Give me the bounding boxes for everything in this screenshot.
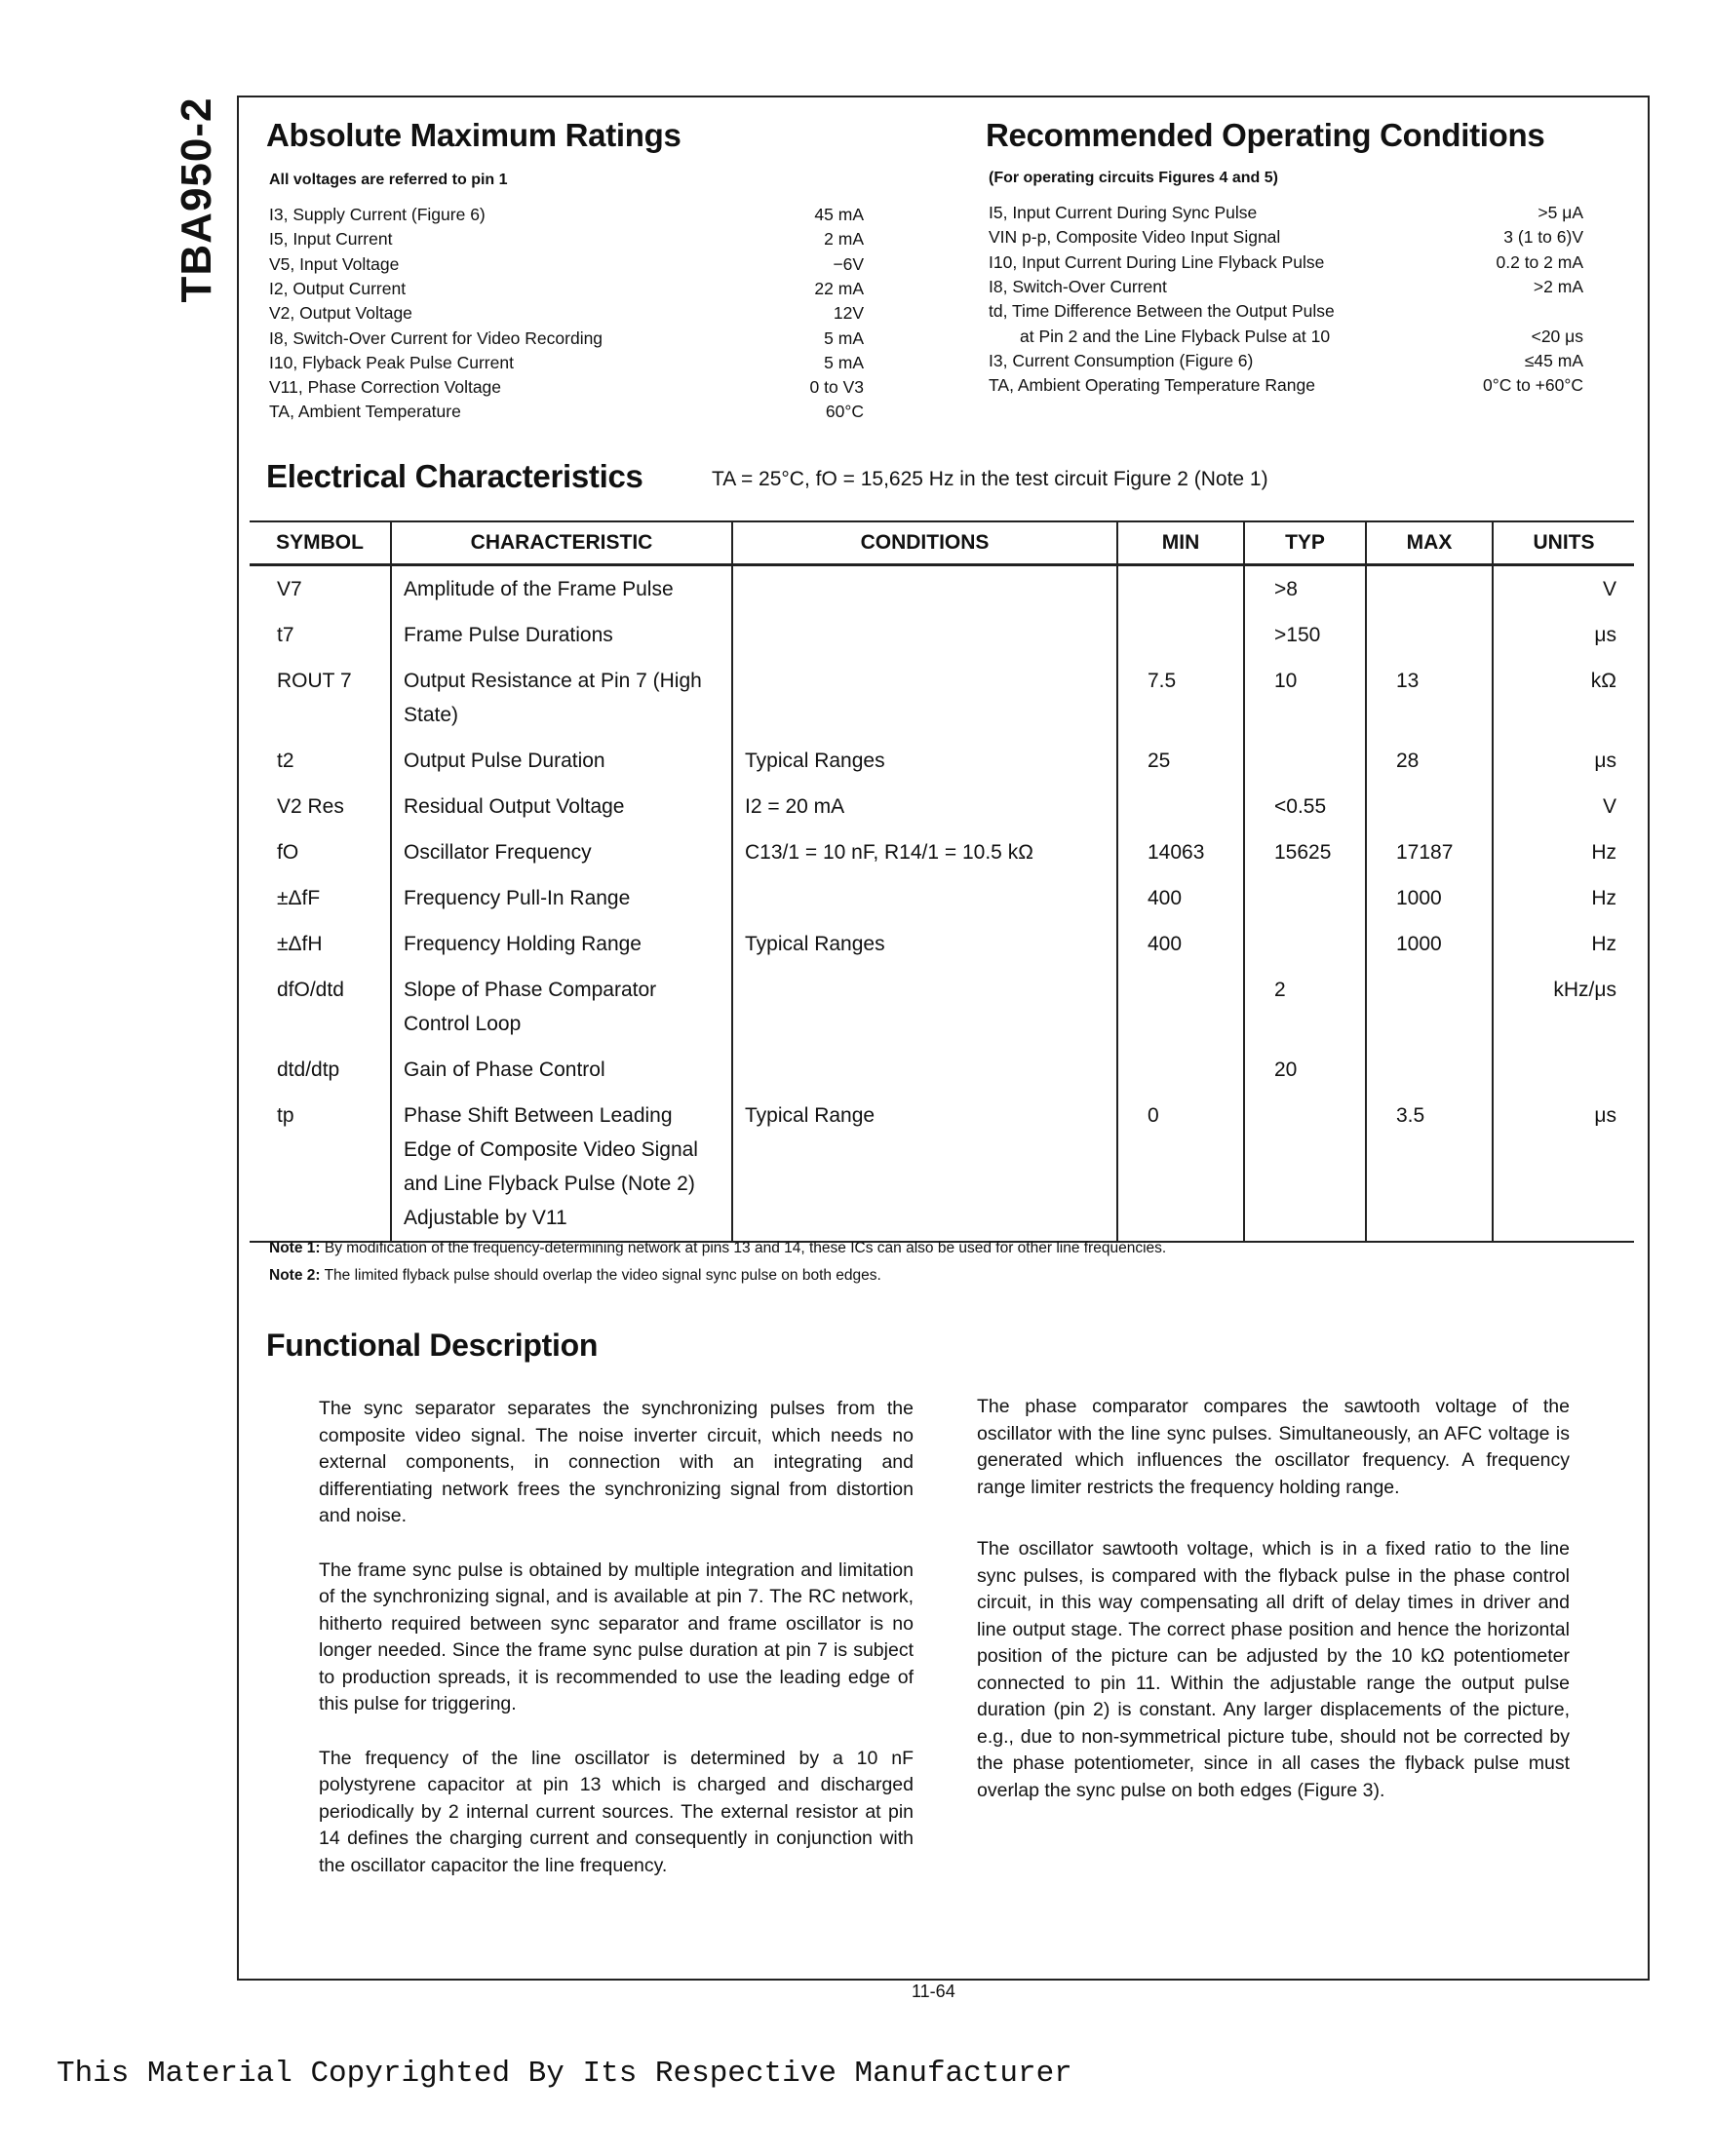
- header-characteristic: CHARACTERISTIC: [391, 521, 732, 565]
- roc-item: [989, 277, 1583, 297]
- copyright-footer: This Material Copyrighted By Its Respective Manufacturer: [57, 2057, 1072, 2091]
- header-min: MIN: [1117, 521, 1244, 565]
- cell-min: [1117, 784, 1244, 829]
- roc-item: [989, 327, 1583, 347]
- table-row: [250, 612, 1634, 658]
- roc-item-value: 3 (1 to 6)V: [1503, 227, 1583, 248]
- cell-characteristic: Frequency Pull-In Range: [391, 875, 732, 921]
- cell-min: 0: [1117, 1093, 1244, 1242]
- cell-symbol: dtd/dtp: [277, 1059, 340, 1081]
- amr-item-label: I2, Output Current: [269, 278, 407, 298]
- ec-title: Electrical Characteristics: [266, 458, 643, 494]
- cell-max: [1366, 784, 1493, 829]
- cell-max: [1366, 1047, 1493, 1093]
- cell-min: [1117, 1047, 1244, 1093]
- amr-item-label: I10, Flyback Peak Pulse Current: [269, 352, 514, 372]
- cell-conditions: Typical Ranges: [732, 738, 1117, 784]
- roc-item: [989, 252, 1583, 273]
- cell-typ: [1244, 1093, 1366, 1242]
- cell-max: 3.5: [1366, 1093, 1493, 1242]
- cell-min: 25: [1117, 738, 1244, 784]
- cell-max: 17187: [1366, 829, 1493, 875]
- ec-table: [250, 520, 1634, 1243]
- cell-max: 1000: [1366, 875, 1493, 921]
- amr-item: [269, 328, 864, 349]
- cell-characteristic: Residual Output Voltage: [391, 784, 732, 829]
- roc-item-label: VIN p-p, Composite Video Input Signal: [989, 227, 1281, 248]
- amr-item-value: 60°C: [825, 402, 864, 422]
- roc-item-value: ≤45 mA: [1524, 350, 1583, 370]
- table-row: [250, 738, 1634, 784]
- cell-symbol: ±ΔfF: [277, 887, 321, 909]
- roc-item-label: I8, Switch-Over Current: [989, 276, 1167, 296]
- roc-item: [989, 227, 1583, 248]
- roc-item-value: >5 μA: [1538, 203, 1583, 222]
- roc-item-value: <20 μs: [1531, 326, 1583, 346]
- page-number: 11-64: [912, 1982, 955, 2001]
- cell-min: [1117, 565, 1244, 613]
- cell-max: 13: [1366, 658, 1493, 738]
- amr-item-value: 12V: [833, 303, 864, 324]
- cell-conditions: [732, 967, 1117, 1047]
- cell-min: 14063: [1117, 829, 1244, 875]
- header-conditions: CONDITIONS: [732, 521, 1117, 565]
- table-row: [250, 829, 1634, 875]
- roc-item: [989, 203, 1583, 223]
- header-units: UNITS: [1493, 521, 1634, 565]
- cell-characteristic: Gain of Phase Control: [391, 1047, 732, 1093]
- cell-conditions: Typical Range: [732, 1093, 1117, 1242]
- cell-characteristic: Amplitude of the Frame Pulse: [391, 565, 732, 613]
- cell-conditions: Typical Ranges: [732, 921, 1117, 967]
- roc-item-label: I5, Input Current During Sync Pulse: [989, 203, 1258, 222]
- amr-item: [269, 279, 864, 299]
- amr-item-value: 45 mA: [814, 205, 864, 224]
- cell-min: [1117, 967, 1244, 1047]
- amr-item: [269, 377, 864, 398]
- header-max: MAX: [1366, 521, 1493, 565]
- cell-max: [1366, 612, 1493, 658]
- amr-item: [269, 353, 864, 373]
- side-title: TBA950-2: [173, 96, 220, 303]
- cell-characteristic: Oscillator Frequency: [391, 829, 732, 875]
- cell-units: [1493, 1047, 1634, 1093]
- amr-item-label: V2, Output Voltage: [269, 303, 412, 324]
- cell-units: μs: [1493, 738, 1634, 784]
- roc-item-value: >2 mA: [1533, 276, 1583, 296]
- cell-units: Hz: [1493, 875, 1634, 921]
- fd-title: Functional Description: [266, 1328, 599, 1363]
- amr-title: Absolute Maximum Ratings: [266, 117, 681, 153]
- note-2: Note 2: The limited flyback pulse should overlap the video signal sync pulse on both edges.: [269, 1267, 881, 1284]
- table-row: [250, 784, 1634, 829]
- amr-item: [269, 205, 864, 225]
- cell-max: [1366, 565, 1493, 613]
- cell-characteristic: Output Pulse Duration: [391, 738, 732, 784]
- cell-min: 400: [1117, 875, 1244, 921]
- cell-typ: 2: [1244, 967, 1366, 1047]
- roc-item-label: I10, Input Current During Line Flyback Pulse: [989, 251, 1325, 272]
- fd-paragraph: The phase comparator compares the sawtooth voltage of the oscillator with the line sync pulses. Simultaneously, an AFC voltage is generated which influences the oscillator frequency. A frequency range limiter restricts the frequency holding range.: [977, 1396, 1570, 1498]
- cell-typ: >8: [1244, 565, 1366, 613]
- cell-symbol: fO: [277, 841, 299, 864]
- cell-conditions: [732, 1047, 1117, 1093]
- amr-item-value: 0 to V3: [809, 377, 864, 398]
- cell-conditions: I2 = 20 mA: [732, 784, 1117, 829]
- cell-units: Hz: [1493, 829, 1634, 875]
- cell-symbol: t7: [277, 624, 294, 646]
- table-row: [250, 565, 1634, 613]
- cell-conditions: [732, 875, 1117, 921]
- cell-typ: [1244, 921, 1366, 967]
- fd-paragraph: The frequency of the line oscillator is determined by a 10 nF polystyrene capacitor at pin 13 which is charged and discharged periodically by 2 internal current sources. The external resistor at pin 14 defines the charging current and consequently in conjunction with the oscillator capacitor the line frequency.: [319, 1747, 914, 1876]
- amr-item-label: I3, Supply Current (Figure 6): [269, 205, 486, 224]
- amr-item-label: V5, Input Voltage: [269, 253, 400, 274]
- cell-conditions: [732, 658, 1117, 738]
- cell-max: [1366, 967, 1493, 1047]
- cell-typ: >150: [1244, 612, 1366, 658]
- cell-symbol: ±ΔfH: [277, 933, 323, 955]
- roc-item-label: at Pin 2 and the Line Flyback Pulse at 10: [1020, 326, 1331, 346]
- amr-item-value: 5 mA: [824, 327, 864, 348]
- table-row: [250, 921, 1634, 967]
- roc-item-value: 0°C to +60°C: [1482, 375, 1583, 396]
- cell-min: [1117, 612, 1244, 658]
- roc-subtitle: (For operating circuits Figures 4 and 5): [989, 170, 1278, 186]
- roc-item: [989, 301, 1583, 322]
- amr-subtitle: All voltages are referred to pin 1: [269, 172, 508, 188]
- amr-item: [269, 303, 864, 324]
- cell-max: 28: [1366, 738, 1493, 784]
- cell-typ: 10: [1244, 658, 1366, 738]
- amr-item: [269, 254, 864, 275]
- amr-item-label: TA, Ambient Temperature: [269, 402, 461, 422]
- fd-paragraph: The sync separator separates the synchronizing pulses from the composite video signal. The noise inverter circuit, which needs no external components, in connection with an integrating and differentiating network frees the synchronizing signal from distortion and noise.: [319, 1398, 914, 1526]
- table-row: [250, 658, 1634, 738]
- cell-typ: <0.55: [1244, 784, 1366, 829]
- ec-conditions: TA = 25°C, fO = 15,625 Hz in the test circuit Figure 2 (Note 1): [712, 468, 1268, 490]
- cell-max: 1000: [1366, 921, 1493, 967]
- cell-typ: [1244, 738, 1366, 784]
- cell-symbol: V2 Res: [277, 795, 344, 818]
- cell-characteristic: Frequency Holding Range: [391, 921, 732, 967]
- amr-item-value: 22 mA: [814, 278, 864, 298]
- roc-item-value: 0.2 to 2 mA: [1496, 251, 1583, 272]
- cell-conditions: [732, 565, 1117, 613]
- cell-conditions: C13/1 = 10 nF, R14/1 = 10.5 kΩ: [732, 829, 1117, 875]
- roc-item: [989, 351, 1583, 371]
- header-symbol: SYMBOL: [250, 521, 391, 565]
- fd-paragraph: The frame sync pulse is obtained by multiple integration and limitation of the synchronizing signal, and is available at pin 7. The RC network, hitherto required between sync separator and frame oscillator is no longer needed. Since the frame sync pulse duration at pin 7 is subject to production spreads, it is recommended to use the leading edge of this pulse for triggering.: [319, 1559, 914, 1714]
- cell-min: 7.5: [1117, 658, 1244, 738]
- amr-item-label: V11, Phase Correction Voltage: [269, 377, 502, 398]
- cell-units: kHz/μs: [1493, 967, 1634, 1047]
- cell-characteristic: Output Resistance at Pin 7 (High State): [391, 658, 732, 738]
- table-row: [250, 1093, 1634, 1242]
- cell-units: μs: [1493, 1093, 1634, 1242]
- cell-units: Hz: [1493, 921, 1634, 967]
- roc-item: [989, 375, 1583, 396]
- roc-item-label: td, Time Difference Between the Output Pulse: [989, 301, 1335, 322]
- cell-symbol: tp: [250, 1093, 391, 1242]
- table-row: [250, 875, 1634, 921]
- fd-right-column: [977, 1394, 1570, 1831]
- cell-characteristic: Frame Pulse Durations: [391, 612, 732, 658]
- amr-item-value: 2 mA: [824, 229, 864, 250]
- cell-characteristic: Slope of Phase Comparator Control Loop: [391, 967, 732, 1047]
- fd-paragraph: The oscillator sawtooth voltage, which is in a fixed ratio to the line sync pulses, is compared with the flyback pulse in the phase control circuit, in this way compensating all drift of delay times in driver and line output stage. The correct phase position and hence the horizontal position of the picture can be adjusted by the 10 kΩ potentiometer connected to pin 11. Within the adjustable range the output pulse duration (pin 2) is constant. Any larger displacements of the picture, e.g., due to non-symmetrical picture tube, should not be corrected by the phase potentiometer, since in all cases the flyback pulse must overlap the sync pulse on both edges (Figure 3).: [977, 1538, 1570, 1801]
- cell-units: V: [1493, 784, 1634, 829]
- note-1: Note 1: By modification of the frequency-determining network at pins 13 and 14, these ICs can also be used for other line frequencies.: [269, 1240, 1167, 1256]
- cell-typ: 15625: [1244, 829, 1366, 875]
- cell-typ: 20: [1244, 1047, 1366, 1093]
- amr-item: [269, 229, 864, 250]
- cell-units: kΩ: [1493, 658, 1634, 738]
- cell-units: μs: [1493, 612, 1634, 658]
- cell-symbol: dfO/dtd: [277, 979, 344, 1001]
- ec-header-row: [250, 521, 1634, 565]
- amr-item-value: −6V: [833, 253, 864, 274]
- cell-characteristic: Phase Shift Between Leading Edge of Composite Video Signal and Line Flyback Pulse (Note 2) Adjustable by V11: [391, 1093, 732, 1242]
- cell-typ: [1244, 875, 1366, 921]
- cell-min: 400: [1117, 921, 1244, 967]
- table-row: [250, 1047, 1634, 1093]
- cell-units: V: [1493, 565, 1634, 613]
- header-typ: TYP: [1244, 521, 1366, 565]
- roc-item-label: TA, Ambient Operating Temperature Range: [989, 375, 1315, 396]
- table-row: [250, 967, 1634, 1047]
- amr-item-value: 5 mA: [824, 352, 864, 372]
- roc-title: Recommended Operating Conditions: [986, 117, 1545, 153]
- cell-conditions: [732, 612, 1117, 658]
- cell-symbol: t2: [277, 750, 294, 772]
- amr-item: [269, 402, 864, 422]
- cell-symbol: V7: [277, 578, 302, 600]
- amr-item-label: I8, Switch-Over Current for Video Recording: [269, 327, 603, 348]
- fd-left-column: [319, 1396, 914, 1906]
- amr-item-label: I5, Input Current: [269, 229, 393, 250]
- roc-item-label: I3, Current Consumption (Figure 6): [989, 350, 1254, 370]
- cell-symbol: ROUT 7: [277, 670, 352, 692]
